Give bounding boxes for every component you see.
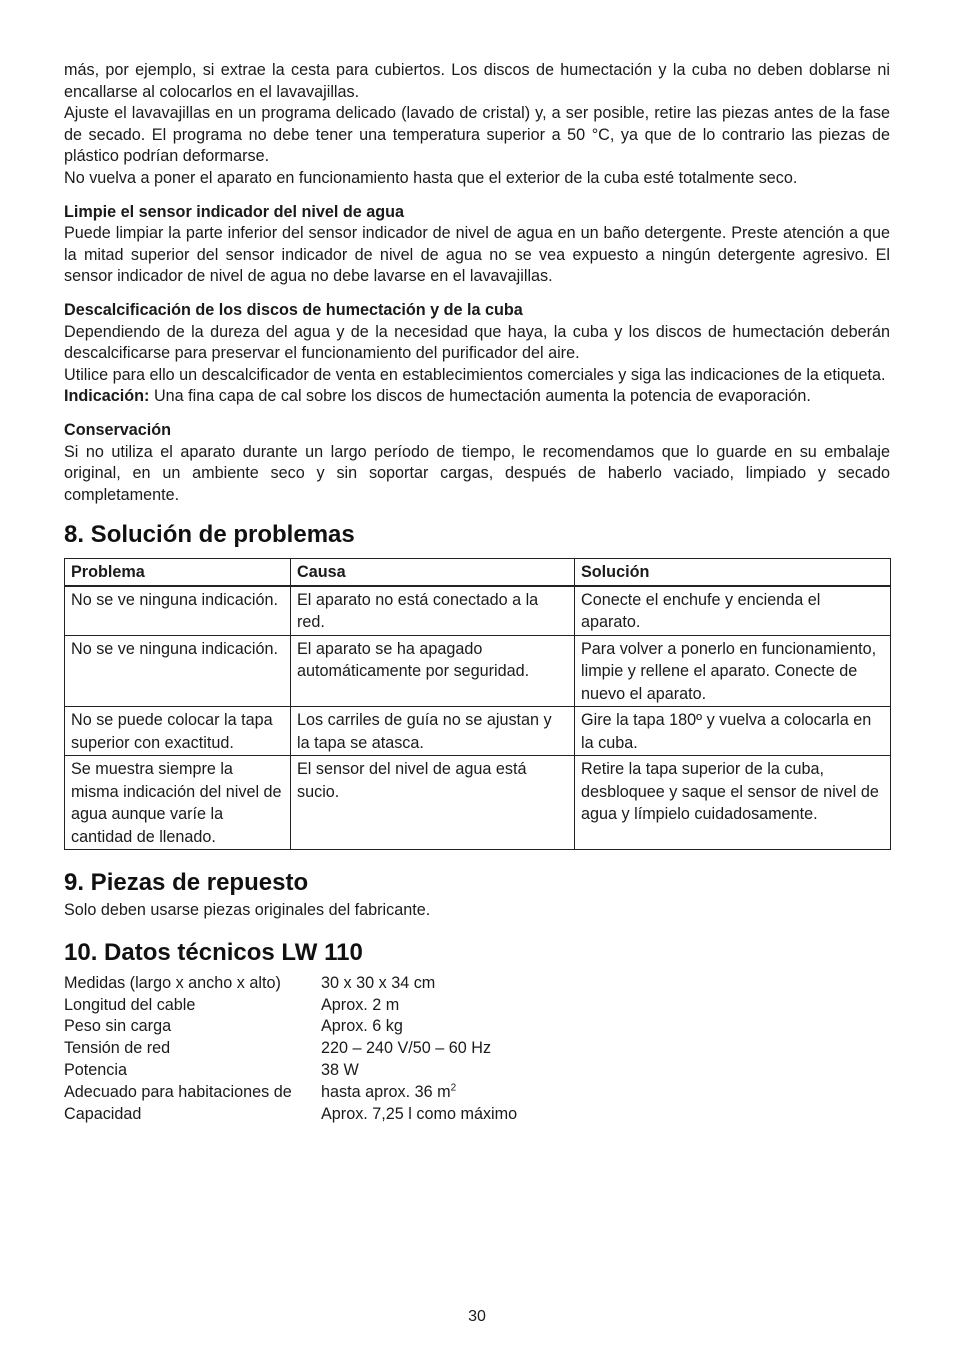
cell-problema: No se puede colocar la tapa superior con exactitud. [65, 707, 291, 756]
spec-row [64, 995, 890, 1017]
spec-row [64, 1104, 890, 1126]
spec-row [64, 1082, 890, 1104]
spec-label: Adecuado para habitaciones de [64, 1082, 292, 1101]
cell-problema: Se muestra siempre la misma indicación del nivel de agua aunque varíe la cantidad de llenado. [65, 756, 291, 850]
table-row [65, 635, 891, 707]
table-header-row [65, 559, 891, 586]
intro-paragraph-2: Ajuste el lavavajillas en un programa delicado (lavado de cristal) y, a ser posible, retire las piezas antes de la fase de secado. El programa no debe tener una temperatura superior a 50 °C, ya que de lo contrario las piezas de plástico podrían deformarse. [64, 104, 890, 166]
cell-causa: El aparato no está conectado a la red. [291, 586, 575, 636]
spec-value: Aprox. 7,25 l como máximo [321, 1104, 518, 1123]
cell-solucion: Conecte el enchufe y encienda el aparato. [575, 586, 891, 636]
descal-note [64, 386, 890, 408]
spec-value: 30 x 30 x 34 cm [321, 973, 436, 992]
cell-solucion: Retire la tapa superior de la cuba, desbloquee y saque el sensor de nivel de agua y límpielo cuidadosamente. [575, 756, 891, 850]
table-row [65, 707, 891, 756]
note-text: Una fina capa de cal sobre los discos de humectación aumenta la potencia de evaporación. [149, 387, 811, 406]
spec-label: Peso sin carga [64, 1017, 172, 1036]
header-problema: Problema [65, 559, 291, 586]
spec-label: Longitud del cable [64, 995, 196, 1014]
spares-title: 9. Piezas de repuesto [64, 869, 309, 897]
spec-value: hasta aprox. 36 m [321, 1082, 451, 1101]
table-row [65, 756, 891, 850]
spec-value: Aprox. 2 m [321, 995, 400, 1014]
note-label: Indicación: [64, 387, 150, 406]
spec-value-wrap [321, 1082, 890, 1104]
spares-paragraph: Solo deben usarse piezas originales del fabricante. [64, 901, 431, 920]
troubleshooting-table [64, 558, 891, 850]
spec-row [64, 1060, 890, 1082]
intro-paragraph-1: más, por ejemplo, si extrae la cesta para cubiertos. Los discos de humectación y la cuba no deben doblarse ni encallarse al colocarlos en el lavavajillas. [64, 61, 890, 101]
spec-row [64, 973, 890, 995]
table-row [65, 586, 891, 636]
cell-causa: Los carriles de guía no se ajustan y la tapa se atasca. [291, 707, 575, 756]
intro-paragraph-3: No vuelva a poner el aparato en funcionamiento hasta que el exterior de la cuba esté totalmente seco. [64, 168, 798, 187]
spec-label: Potencia [64, 1061, 127, 1080]
spec-superscript: 2 [450, 1082, 457, 1094]
spec-label: Capacidad [64, 1104, 142, 1123]
descal-heading: Descalcificación de los discos de humectación y de la cuba [64, 300, 523, 319]
header-solucion: Solución [575, 559, 891, 586]
cell-solucion: Gire la tapa 180º y vuelva a colocarla en la cuba. [575, 707, 891, 756]
cell-causa: El sensor del nivel de agua está sucio. [291, 756, 575, 850]
spec-row [64, 1038, 890, 1060]
cell-causa: El aparato se ha apagado automáticamente por seguridad. [291, 635, 575, 707]
sensor-paragraph: Puede limpiar la parte inferior del sensor indicador de nivel de agua en un baño detergente. Preste atención a que la mitad superior del sensor indicador de nivel de agua no se vea expuesto a ningún detergente agresivo. El sensor indicador de nivel de agua no debe lavarse en el lavavajillas. [64, 224, 890, 286]
spec-value: 38 W [321, 1061, 359, 1080]
spec-value: Aprox. 6 kg [321, 1017, 403, 1036]
spec-label: Medidas (largo x ancho x alto) [64, 973, 281, 992]
specs-list [64, 973, 890, 1126]
descal-paragraph-2: Utilice para ello un descalcificador de venta en establecimientos comerciales y siga las indicaciones de la etiqueta. [64, 365, 886, 384]
document-page [64, 60, 890, 1125]
header-causa: Causa [291, 559, 575, 586]
spec-row [64, 1016, 890, 1038]
troubleshooting-title: 8. Solución de problemas [64, 521, 355, 549]
sensor-heading: Limpie el sensor indicador del nivel de agua [64, 202, 405, 221]
cell-solucion: Para volver a ponerlo en funcionamiento, limpie y rellene el aparato. Conecte de nuevo el aparato. [575, 635, 891, 707]
page-number: 30 [468, 1308, 486, 1325]
spec-label: Tensión de red [64, 1039, 171, 1058]
cell-problema: No se ve ninguna indicación. [65, 586, 291, 636]
spec-value: 220 – 240 V/50 – 60 Hz [321, 1039, 492, 1058]
storage-heading: Conservación [64, 420, 172, 439]
specs-title: 10. Datos técnicos LW 110 [64, 938, 363, 966]
descal-paragraph-1: Dependiendo de la dureza del agua y de la necesidad que haya, la cuba y los discos de humectación deberán descalcificarse para preservar el funcionamiento del purificador del aire. [64, 322, 890, 363]
cell-problema: No se ve ninguna indicación. [65, 635, 291, 707]
storage-paragraph: Si no utiliza el aparato durante un largo período de tiempo, le recomendamos que lo guarde en su embalaje original, en un ambiente seco y sin soportar cargas, después de haberlo vaciado, limpiado y secado completamente. [64, 442, 890, 504]
